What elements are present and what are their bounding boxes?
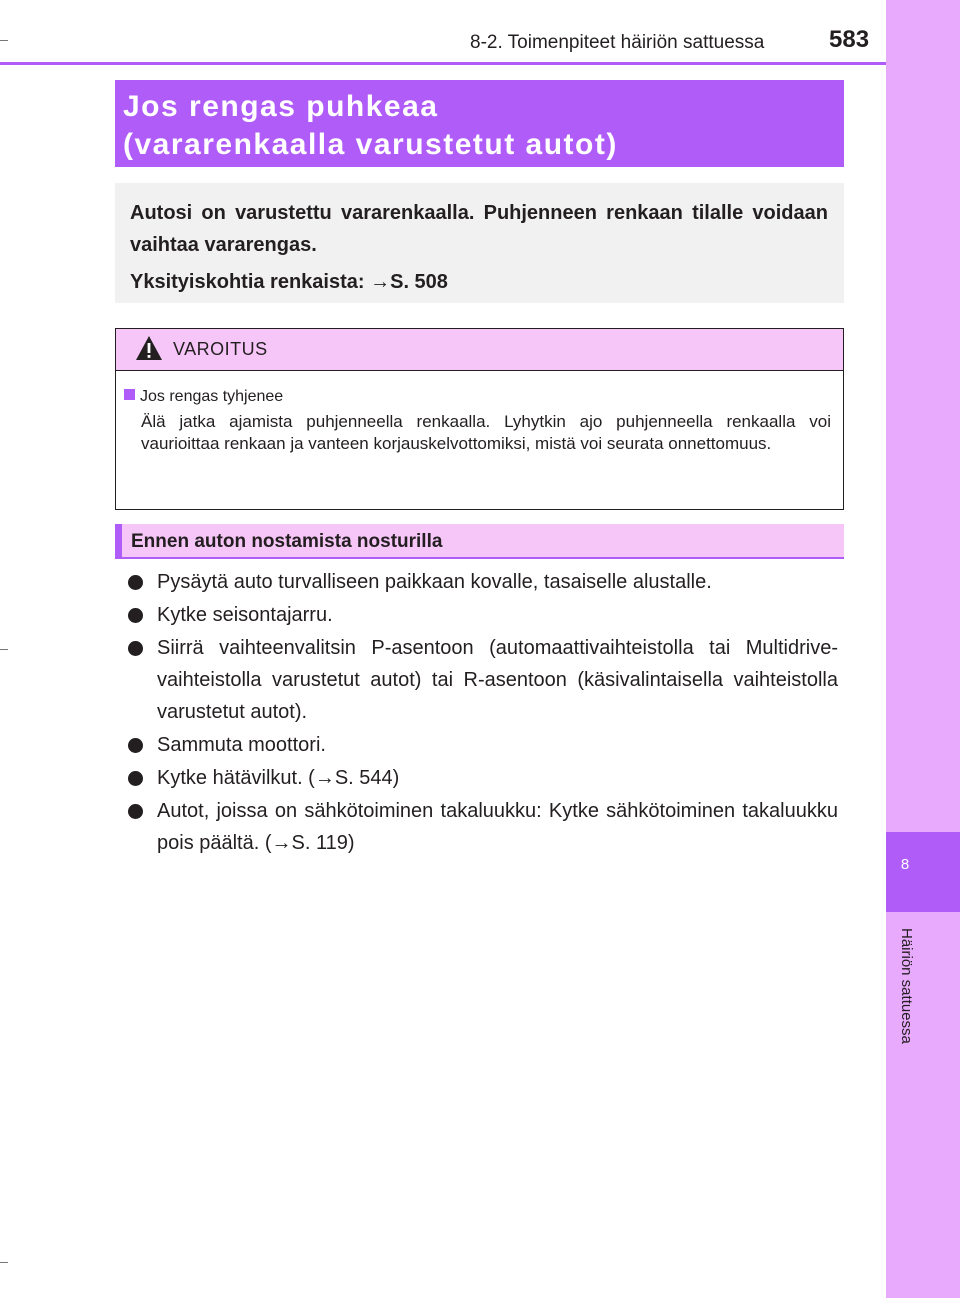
list-item-text: Siirrä vaihteenvalitsin P-asentoon (automaattivaihteistolla tai Multidrive-vaihteistolla varustetut autot) tai R-asentoon (käsivalintaisella vaihteistolla varustetut autot). (157, 637, 838, 723)
chapter-number: 8 (900, 856, 910, 873)
filled-circle-bullet-icon (128, 641, 143, 656)
intro-reference: Yksityiskohtia renkaista: →S. 508 (130, 271, 448, 293)
filled-circle-bullet-icon (128, 771, 143, 786)
filled-circle-bullet-icon (128, 738, 143, 753)
list-item (128, 566, 838, 598)
warning-text: Älä jatka ajamista puhjenneella renkaalla. Lyhytkin ajo puhjenneella renkaalla voi vaurioittaa renkaan ja vanteen korjauskelvottomiksi, mistä voi seurata onnettomuus. (141, 412, 831, 453)
procedure-list (128, 566, 838, 860)
list-item-text: Autot, joissa on sähkötoiminen takaluukku: Kytke sähkötoiminen takaluukku pois päältä. (→S. 119) (157, 800, 838, 854)
filled-circle-bullet-icon (128, 608, 143, 623)
header-rule (0, 62, 886, 65)
chapter-side-tab (886, 0, 960, 1298)
warning-box (115, 328, 844, 510)
list-item-text: Sammuta moottori. (157, 734, 326, 756)
chapter-title: Häiriön sattuessa (898, 928, 915, 1044)
page-title-banner (115, 80, 844, 167)
section-heading: Ennen auton nostamista nosturilla (131, 531, 443, 552)
list-item (128, 632, 838, 728)
warning-body (116, 371, 843, 455)
list-item (128, 795, 838, 859)
section-heading-bar (115, 524, 844, 559)
crop-mark (0, 40, 8, 41)
crop-mark (0, 1262, 8, 1263)
page-title-line-1: Jos rengas puhkeaa (123, 90, 439, 123)
warning-heading: Jos rengas tyhjenee (140, 388, 284, 405)
list-item (128, 729, 838, 761)
list-item (128, 599, 838, 631)
filled-square-icon (124, 389, 135, 400)
warning-header (116, 329, 843, 371)
filled-circle-bullet-icon (128, 804, 143, 819)
crop-mark (0, 649, 8, 650)
list-item-text: Kytke seisontajarru. (157, 604, 333, 626)
warning-triangle-icon (135, 335, 163, 361)
page-number: 583 (829, 26, 870, 53)
intro-box (115, 183, 844, 303)
intro-text: Autosi on varustettu vararenkaalla. Puhjenneen renkaan tilalle voidaan vaihtaa vararengas. (130, 202, 828, 256)
list-item-text: Kytke hätävilkut. (→S. 544) (157, 767, 400, 789)
filled-circle-bullet-icon (128, 575, 143, 590)
list-item-text: Pysäytä auto turvalliseen paikkaan kovalle, tasaiselle alustalle. (157, 571, 712, 593)
running-header-section: 8-2. Toimenpiteet häiriön sattuessa (470, 32, 765, 53)
warning-label: VAROITUS (173, 339, 268, 359)
warning-heading-row (124, 388, 831, 406)
page-title-line-2: (vararenkaalla varustetut autot) (123, 128, 618, 161)
list-item (128, 762, 838, 794)
